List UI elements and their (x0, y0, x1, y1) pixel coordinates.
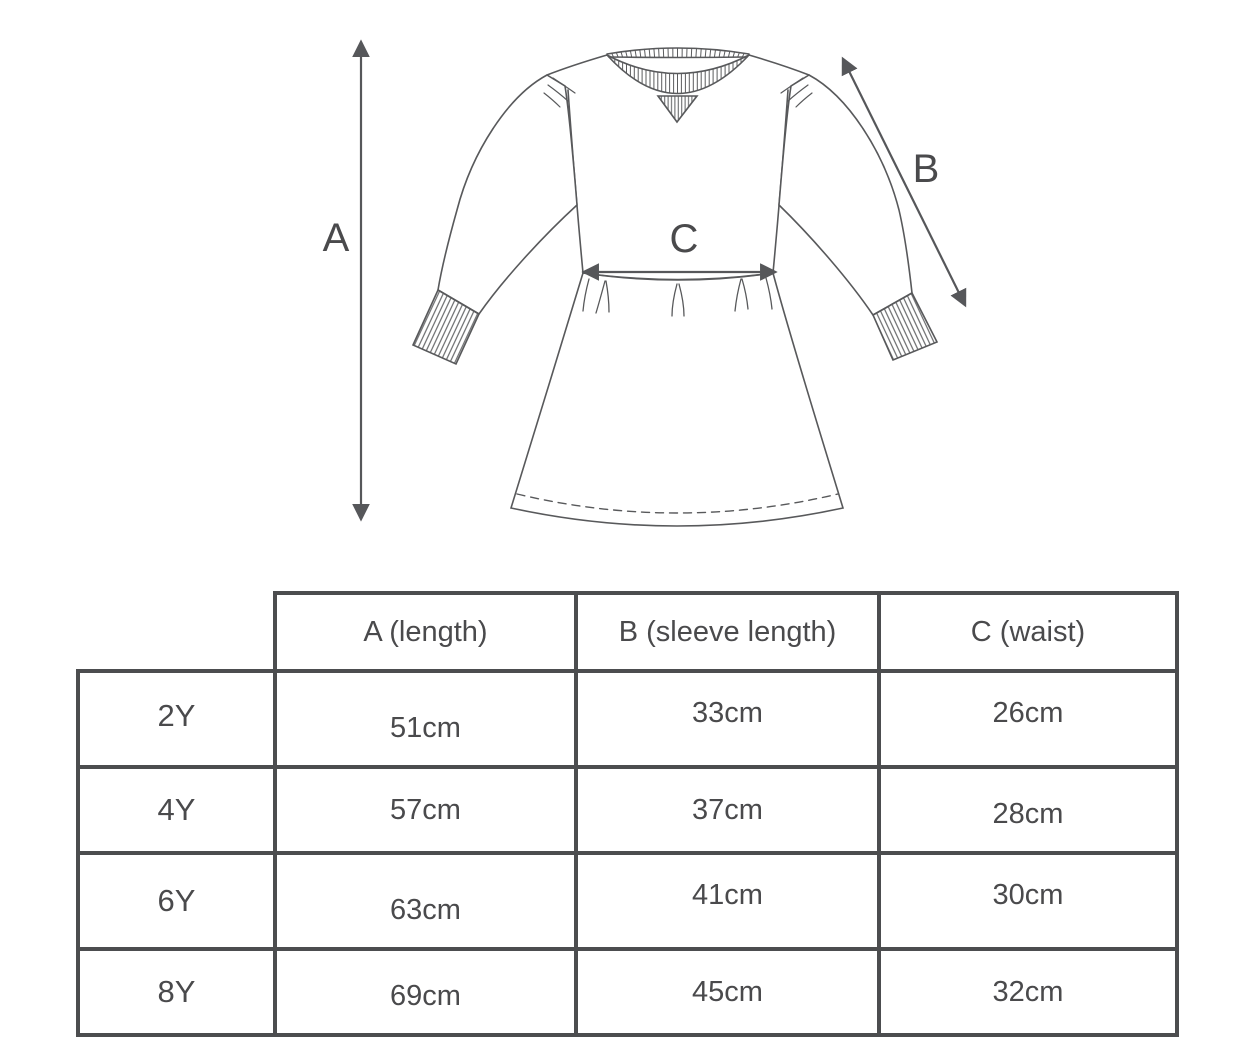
table-row-4y (78, 767, 1177, 853)
cell-sleeve: 41cm (576, 853, 879, 949)
cell-waist: 28cm (879, 767, 1177, 853)
row-header-size: 6Y (78, 853, 275, 949)
table-row-2y (78, 671, 1177, 767)
cell-sleeve: 45cm (576, 949, 879, 1035)
measure-label-b: B (913, 147, 940, 191)
row-header-size: 8Y (78, 949, 275, 1035)
col-header-length: A (length) (275, 593, 576, 671)
right-sleeve (779, 75, 937, 360)
cell-waist: 32cm (879, 949, 1177, 1035)
cell-length: 57cm (275, 767, 576, 853)
cell-length: 63cm (275, 853, 576, 949)
col-header-waist: C (waist) (879, 593, 1177, 671)
row-header-size: 2Y (78, 671, 275, 767)
dress-outline (413, 48, 937, 526)
row-header-size: 4Y (78, 767, 275, 853)
table-row-6y (78, 853, 1177, 949)
skirt (511, 273, 843, 526)
col-header-sleeve: B (sleeve length) (576, 593, 879, 671)
table-row-8y (78, 949, 1177, 1035)
cell-length: 51cm (275, 671, 576, 767)
size-table (76, 591, 1179, 1037)
header-row (78, 593, 1177, 671)
cell-sleeve: 33cm (576, 671, 879, 767)
cell-waist: 30cm (879, 853, 1177, 949)
cell-waist: 26cm (879, 671, 1177, 767)
cell-length: 69cm (275, 949, 576, 1035)
measure-label-c: C (670, 217, 699, 261)
measure-label-a: A (323, 216, 350, 260)
corner-cell (78, 593, 275, 671)
left-sleeve (413, 75, 577, 364)
cell-sleeve: 37cm (576, 767, 879, 853)
